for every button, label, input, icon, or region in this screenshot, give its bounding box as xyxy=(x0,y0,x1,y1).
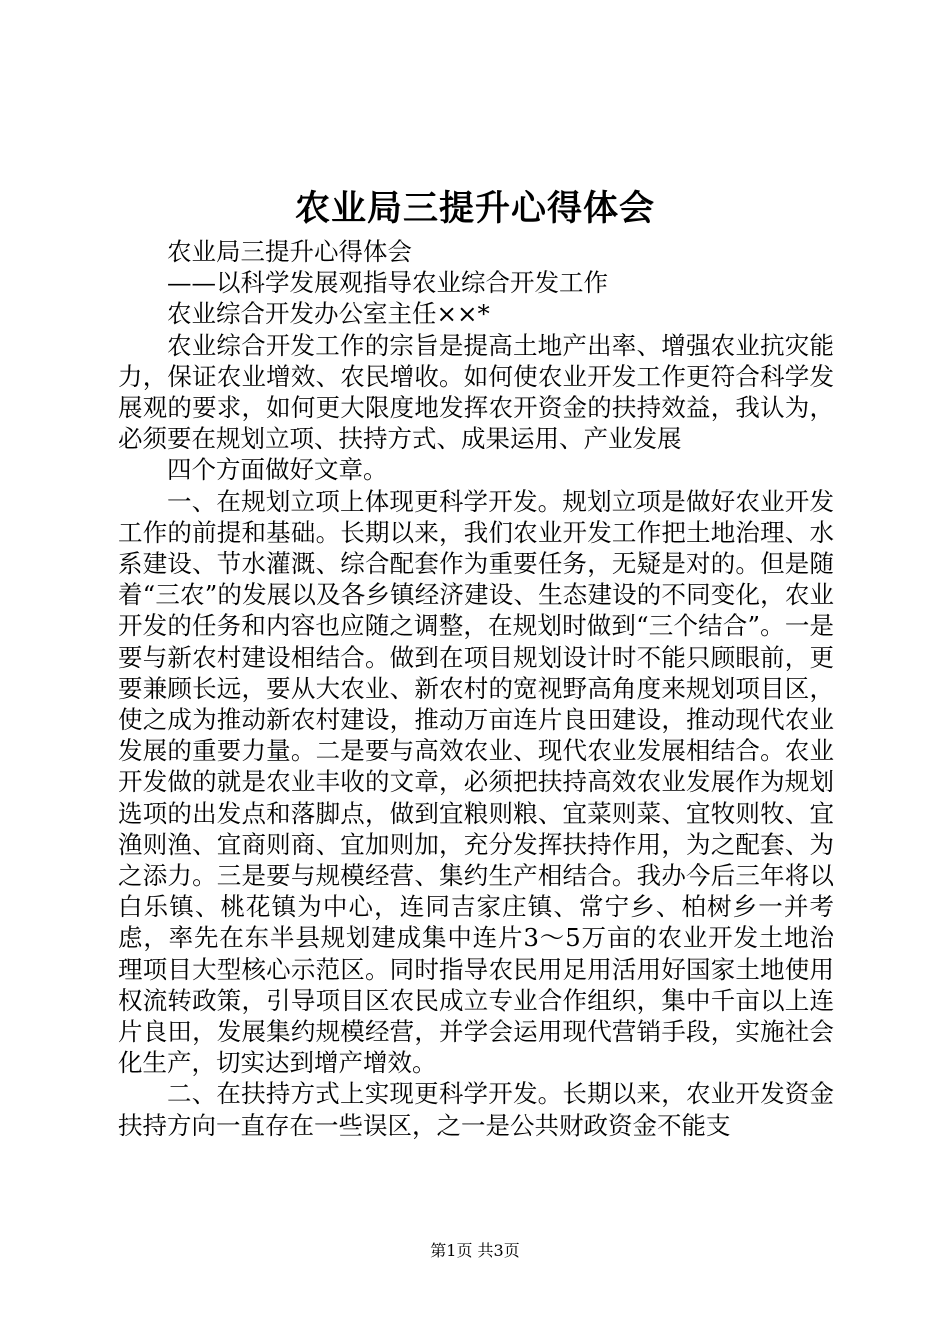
paragraph-subtitle: ——以科学发展观指导农业综合开发工作 xyxy=(167,268,608,298)
paragraph-subject: 农业局三提升心得体会 xyxy=(167,237,412,266)
page-indicator: 第1页 共3页 xyxy=(430,1241,520,1260)
document-body xyxy=(118,236,834,1141)
paragraph-section-two: 二、在扶持方式上实现更科学开发。长期以来，农业开发资金扶持方向一直存在一些误区，之一是公共财政资金不能支 xyxy=(118,1079,834,1140)
paragraph-author: 农业综合开发办公室主任××* xyxy=(167,299,490,329)
page-footer xyxy=(0,1241,950,1261)
paragraph-intro: 农业综合开发工作的宗旨是提高土地产出率、增强农业抗灾能力，保证农业增效、农民增收。如何使农业开发工作更符合科学发展观的要求，如何更大限度地发挥农开资金的扶持效益，我认为，必须要在规划立项、扶持方式、成果运用、产业发展 xyxy=(118,330,834,454)
paragraph-section-one: 一、在规划立项上体现更科学开发。规划立项是做好农业开发工作的前提和基础。长期以来，我们农业开发工作把土地治理、水系建设、节水灌溉、综合配套作为重要任务，无疑是对的。但是随着“三农”的发展以及各乡镇经济建设、生态建设的不同变化，农业开发的任务和内容也应随之调整，在规划时做到“三个结合”。一是要与新农村建设相结合。做到在项目规划设计时不能只顾眼前，更要兼顾长远，要从大农业、新农村的宽视野高角度来规划项目区，使之成为推动新农村建设，推动万亩连片良田建设，推动现代农业发展的重要力量。二是要与高效农业、现代农业发展相结合。农业开发做的就是农业丰收的文章，必须把扶持高效农业发展作为规划选项的出发点和落脚点，做到宜粮则粮、宜菜则菜、宜牧则牧、宜渔则渔、宜商则商、宜加则加，充分发挥扶持作用，为之配套、为之添力。三是要与规模经营、集约生产相结合。我办今后三年将以白乐镇、桃花镇为中心，连同吉家庄镇、常宁乡、柏树乡一并考虑，率先在东半县规划建成集中连片3～5万亩的农业开发土地治理项目大型核心示范区。同时指导农民用足用活用好国家土地使用权流转政策，引导项目区农民成立专业合作组织，集中千亩以上连片良田，发展集约规模经营，并学会运用现代营销手段，实施社会化生产，切实达到增产增效。 xyxy=(118,486,834,1078)
document-title: 农业局三提升心得体会 xyxy=(294,188,655,229)
paragraph-intro-continued: 四个方面做好文章。 xyxy=(167,455,388,485)
